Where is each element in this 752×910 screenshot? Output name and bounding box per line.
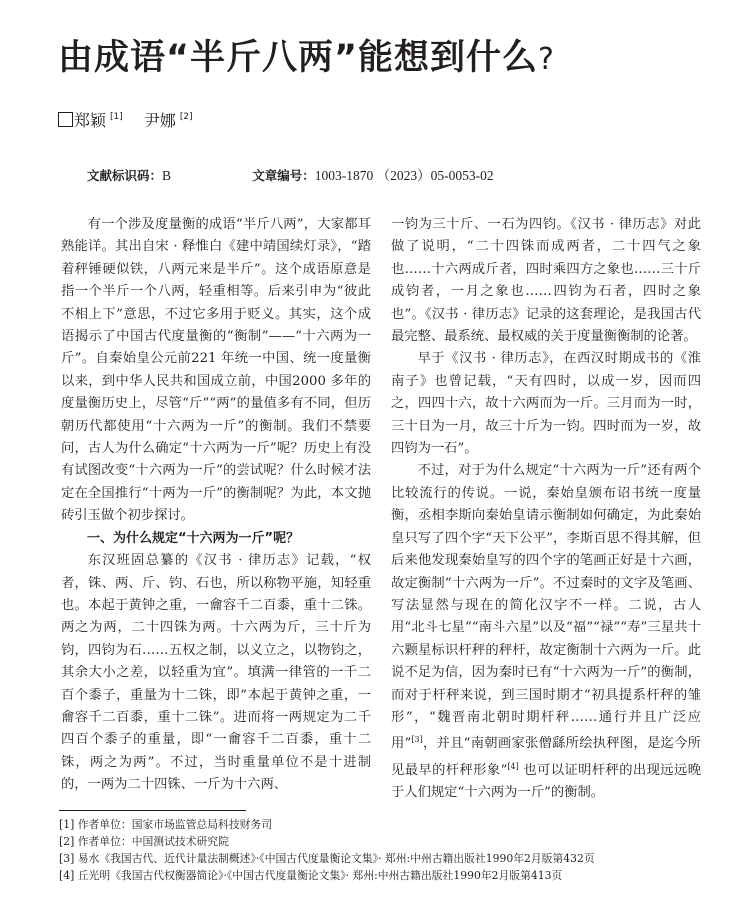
paragraph xyxy=(391,460,701,804)
paragraph: 早于《汉书 · 律历志》，在西汉时期成书的《淮南子》也曾记载，“天有四时，以成一岁，因而四之，四四十六，故十六两而为一斤。三月而为一时，三十日为一月，故三十斤为一钧。四时而为一岁，故四钧为一石”。 xyxy=(391,351,701,457)
paragraph-text: ，并且“南朝画家张僧繇所绘执秤图，是迄今所见最早的杆秤形象” xyxy=(391,736,701,778)
footnotes xyxy=(59,816,595,884)
author-ref: [2] xyxy=(179,112,193,122)
paragraph: 有一个涉及度量衡的成语“半斤八两”，大家都耳熟能详。其出自宋 · 释惟白《建中靖国续灯录》，“踏着秤锤硬似铁，八两元来是半斤”。这个成语原意是指一个半斤一个八两，轻重相等。后来引申为“彼此不相上下”意思，不过它多用于贬义。其实，这个成语揭示了中国古代度量衡的“衡制”——“十六两为一斤”。自秦始皇公元前221 年统一中国、统一度量衡以来，到中华人民共和国成立前，中国2000 多年的度量衡历史上，尽管“斤”“两”的量值多有不同，但历朝历代都使用“十六两为一斤”的衡制。我们不禁要问，古人为什么确定“十六两为一斤”呢？历史上有没有试图改变“十六两为一斤”的尝试呢？什么时候才法定在全国推行“十两为一斤”的衡制呢？为此，本文抛砖引玉做个初步探讨。 xyxy=(61,217,371,524)
citation-ref[interactable]: [3] xyxy=(411,735,423,745)
author-name: 尹娜 xyxy=(143,111,176,130)
doc-code-label: 文献标识码： xyxy=(87,168,163,183)
body-column-right xyxy=(391,214,701,805)
doc-code-value: B xyxy=(162,168,172,183)
citation-ref[interactable]: [4] xyxy=(507,761,519,771)
paragraph-text: 不过，对于为什么规定“十六两为一斤”还有两个比较流行的传说。一说，秦始皇颁布诏书统一度量衡，丞相李斯向秦始皇请示衡制如何确定，为此秦始皇只写了四个字“天下公平”，李斯百思不得其解，但后来他发现秦始皇写的四个字的笔画正好是十六画，故定衡制“十六两为一斤”。不过秦时的文字及笔画、写法显然与现在的简化汉字不一样。二说，古人用“北斗七星”“南斗六星”以及“福”“禄”“寿”三星共十六颗星标识杆秤的秤杆，故定衡制十六两为一斤。此说不足为信，因为秦时已有“十六两为一斤”的衡制，而对于杆秤来说，到三国时期才“初具提系杆秤的雏形”，“魏晋南北朝时期杆秤……通行并且广泛应用” xyxy=(391,463,701,752)
author-ref: [1] xyxy=(110,112,123,122)
square-bullet-icon xyxy=(58,112,73,127)
paragraph: 东汉班固总纂的《汉书 · 律历志》记载，“权者，铢、两、斤、钧、石也，所以称物平施，知轻重也。本起于黄钟之重，一龠容千二百黍，重十二铢。两之为两，二十四铢为两。十六两为斤，三十斤为钧，四钧为石……五权之制，以义立之，以物钧之，其余大小之差，以轻重为宜”。填满一律管的一千二百个黍子，重量为十二铢，即“本起于黄钟之重，一龠容千二百黍，重十二铢”。进而将一两规定为二千四百个黍子的重量，即“一龠容千二百黍，重十二铢，两之为两”。不过，当时重量单位不是十进制的，一两为二十四铢、一斤为十六两、 xyxy=(61,553,371,793)
author-name: 郑颖 xyxy=(74,111,107,130)
section-heading: 一、为什么规定“十六两为一斤”呢？ xyxy=(87,530,300,546)
body-column-left xyxy=(61,214,371,797)
paragraph-text: 也可以证明杆秤的出现远远晚于人们规定“十六两为一斤”的衡制。 xyxy=(391,762,701,801)
title-question-mark: ? xyxy=(538,42,555,77)
title-text: 由成语“半斤八两”能想到什么 xyxy=(58,38,539,78)
footnote: [2] 作者单位：中国测试技术研究院 xyxy=(59,835,229,848)
article-title xyxy=(58,30,555,80)
article-no-value: 1003-1870 （2023）05-0053-02 xyxy=(314,168,494,183)
paragraph: 一钧为三十斤、一石为四钧。《汉书 · 律历志》对此做了说明，“二十四铢而成两者，二十四气之象也……十六两成斤者，四时乘四方之象也……三十斤成钧者，一月之象也……四钧为石者，四时之象也”。《汉书 · 律历志》记录的这套理论，是我国古代最完整、最系统、最权威的关于度量衡衡制的论著。 xyxy=(391,217,701,345)
footnote: [4] 丘光明《我国古代权衡器简论》·《中国古代度量衡论文集》· 郑州:中州古籍出版社1990年2月版第413页 xyxy=(59,869,563,882)
article-meta xyxy=(87,164,494,184)
footnote: [1] 作者单位：国家市场监管总局科技财务司 xyxy=(59,818,273,831)
footnote-divider xyxy=(59,810,246,811)
article-no-label: 文章编号： xyxy=(252,168,315,183)
author-line xyxy=(58,108,193,131)
footnote: [3] 易水《我国古代、近代计量法制概述》·《中国古代度量衡论文集》· 郑州:中州古籍出版社1990年2月版第432页 xyxy=(59,852,595,865)
